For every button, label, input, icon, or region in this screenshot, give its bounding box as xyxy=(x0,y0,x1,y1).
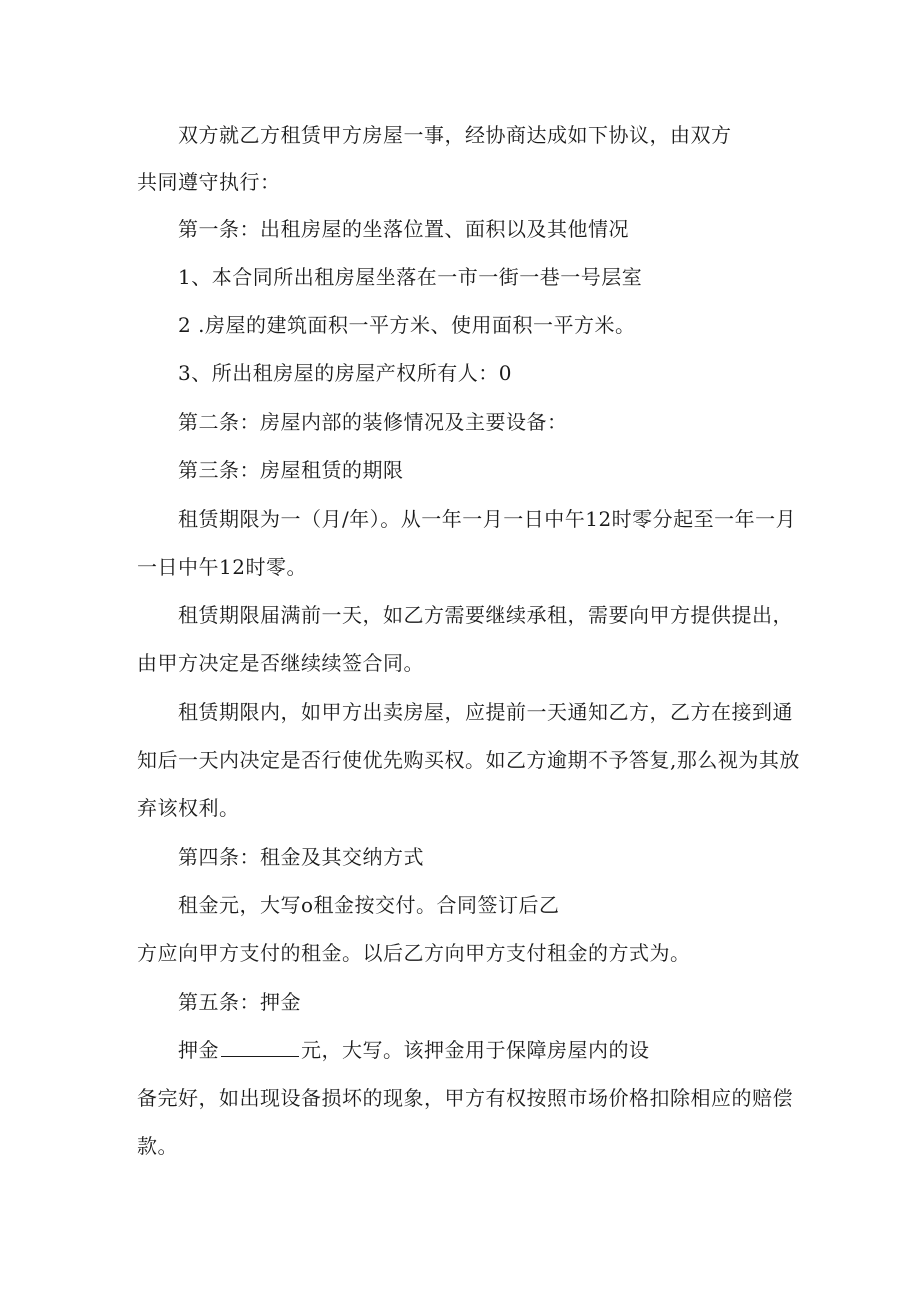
deposit-label: 押金 xyxy=(178,1038,219,1062)
article-1-item-2: 2 .房屋的建筑面积一平方米、使用面积一平方米。 xyxy=(178,313,636,337)
article-1-title: 第一条：出租房屋的坐落位置、面积以及其他情况 xyxy=(178,217,629,241)
article-5-paragraph-1-line-3: 款。 xyxy=(137,1134,178,1158)
article-3-paragraph-2-line-1: 租赁期限届满前一天，如乙方需要继续承租，需要向甲方提供提出， xyxy=(178,603,793,627)
intro-line-1: 双方就乙方租赁甲方房屋一事，经协商达成如下协议，由双方 xyxy=(178,123,732,147)
article-5-title: 第五条：押金 xyxy=(178,990,301,1014)
article-3-paragraph-1-line-2: 一日中午12时零。 xyxy=(137,555,307,579)
article-2-title: 第二条：房屋内部的装修情况及主要设备： xyxy=(178,410,568,434)
article-3-paragraph-3-line-1: 租赁期限内，如甲方出卖房屋，应提前一天通知乙方，乙方在接到通 xyxy=(178,700,793,724)
article-4-title: 第四条：租金及其交纳方式 xyxy=(178,845,424,869)
intro-line-2: 共同遵守执行： xyxy=(137,170,281,194)
article-3-paragraph-2-line-2: 由甲方决定是否继续续签合同。 xyxy=(137,651,424,675)
article-3-paragraph-3-line-2: 知后一天内决定是否行使优先购买权。如乙方逾期不予答复,那么视为其放 xyxy=(137,748,800,772)
article-3-paragraph-3-line-3: 弃该权利。 xyxy=(137,796,240,820)
deposit-amount-blank xyxy=(221,1038,299,1057)
article-1-item-1: 1、本合同所出租房屋坐落在一市一街一巷一号层室 xyxy=(178,265,643,289)
article-1-item-3: 3、所出租房屋的房屋产权所有人：0 xyxy=(178,361,512,385)
article-5-paragraph-1-line-2: 备完好，如出现设备损坏的现象，甲方有权按照市场价格扣除相应的赔偿 xyxy=(137,1086,793,1110)
deposit-text: 元，大写。该押金用于保障房屋内的设 xyxy=(301,1038,650,1062)
article-3-title: 第三条：房屋租赁的期限 xyxy=(178,458,404,482)
article-4-paragraph-1-line-1: 租金元，大写o租金按交付。合同签订后乙 xyxy=(178,893,560,917)
article-4-paragraph-1-line-2: 方应向甲方支付的租金。以后乙方向甲方支付租金的方式为。 xyxy=(137,941,691,965)
article-5-paragraph-1-line-1 xyxy=(178,1036,650,1064)
article-3-paragraph-1-line-1: 租赁期限为一（月/年）。从一年一月一日中午12时零分起至一年一月 xyxy=(178,507,797,531)
